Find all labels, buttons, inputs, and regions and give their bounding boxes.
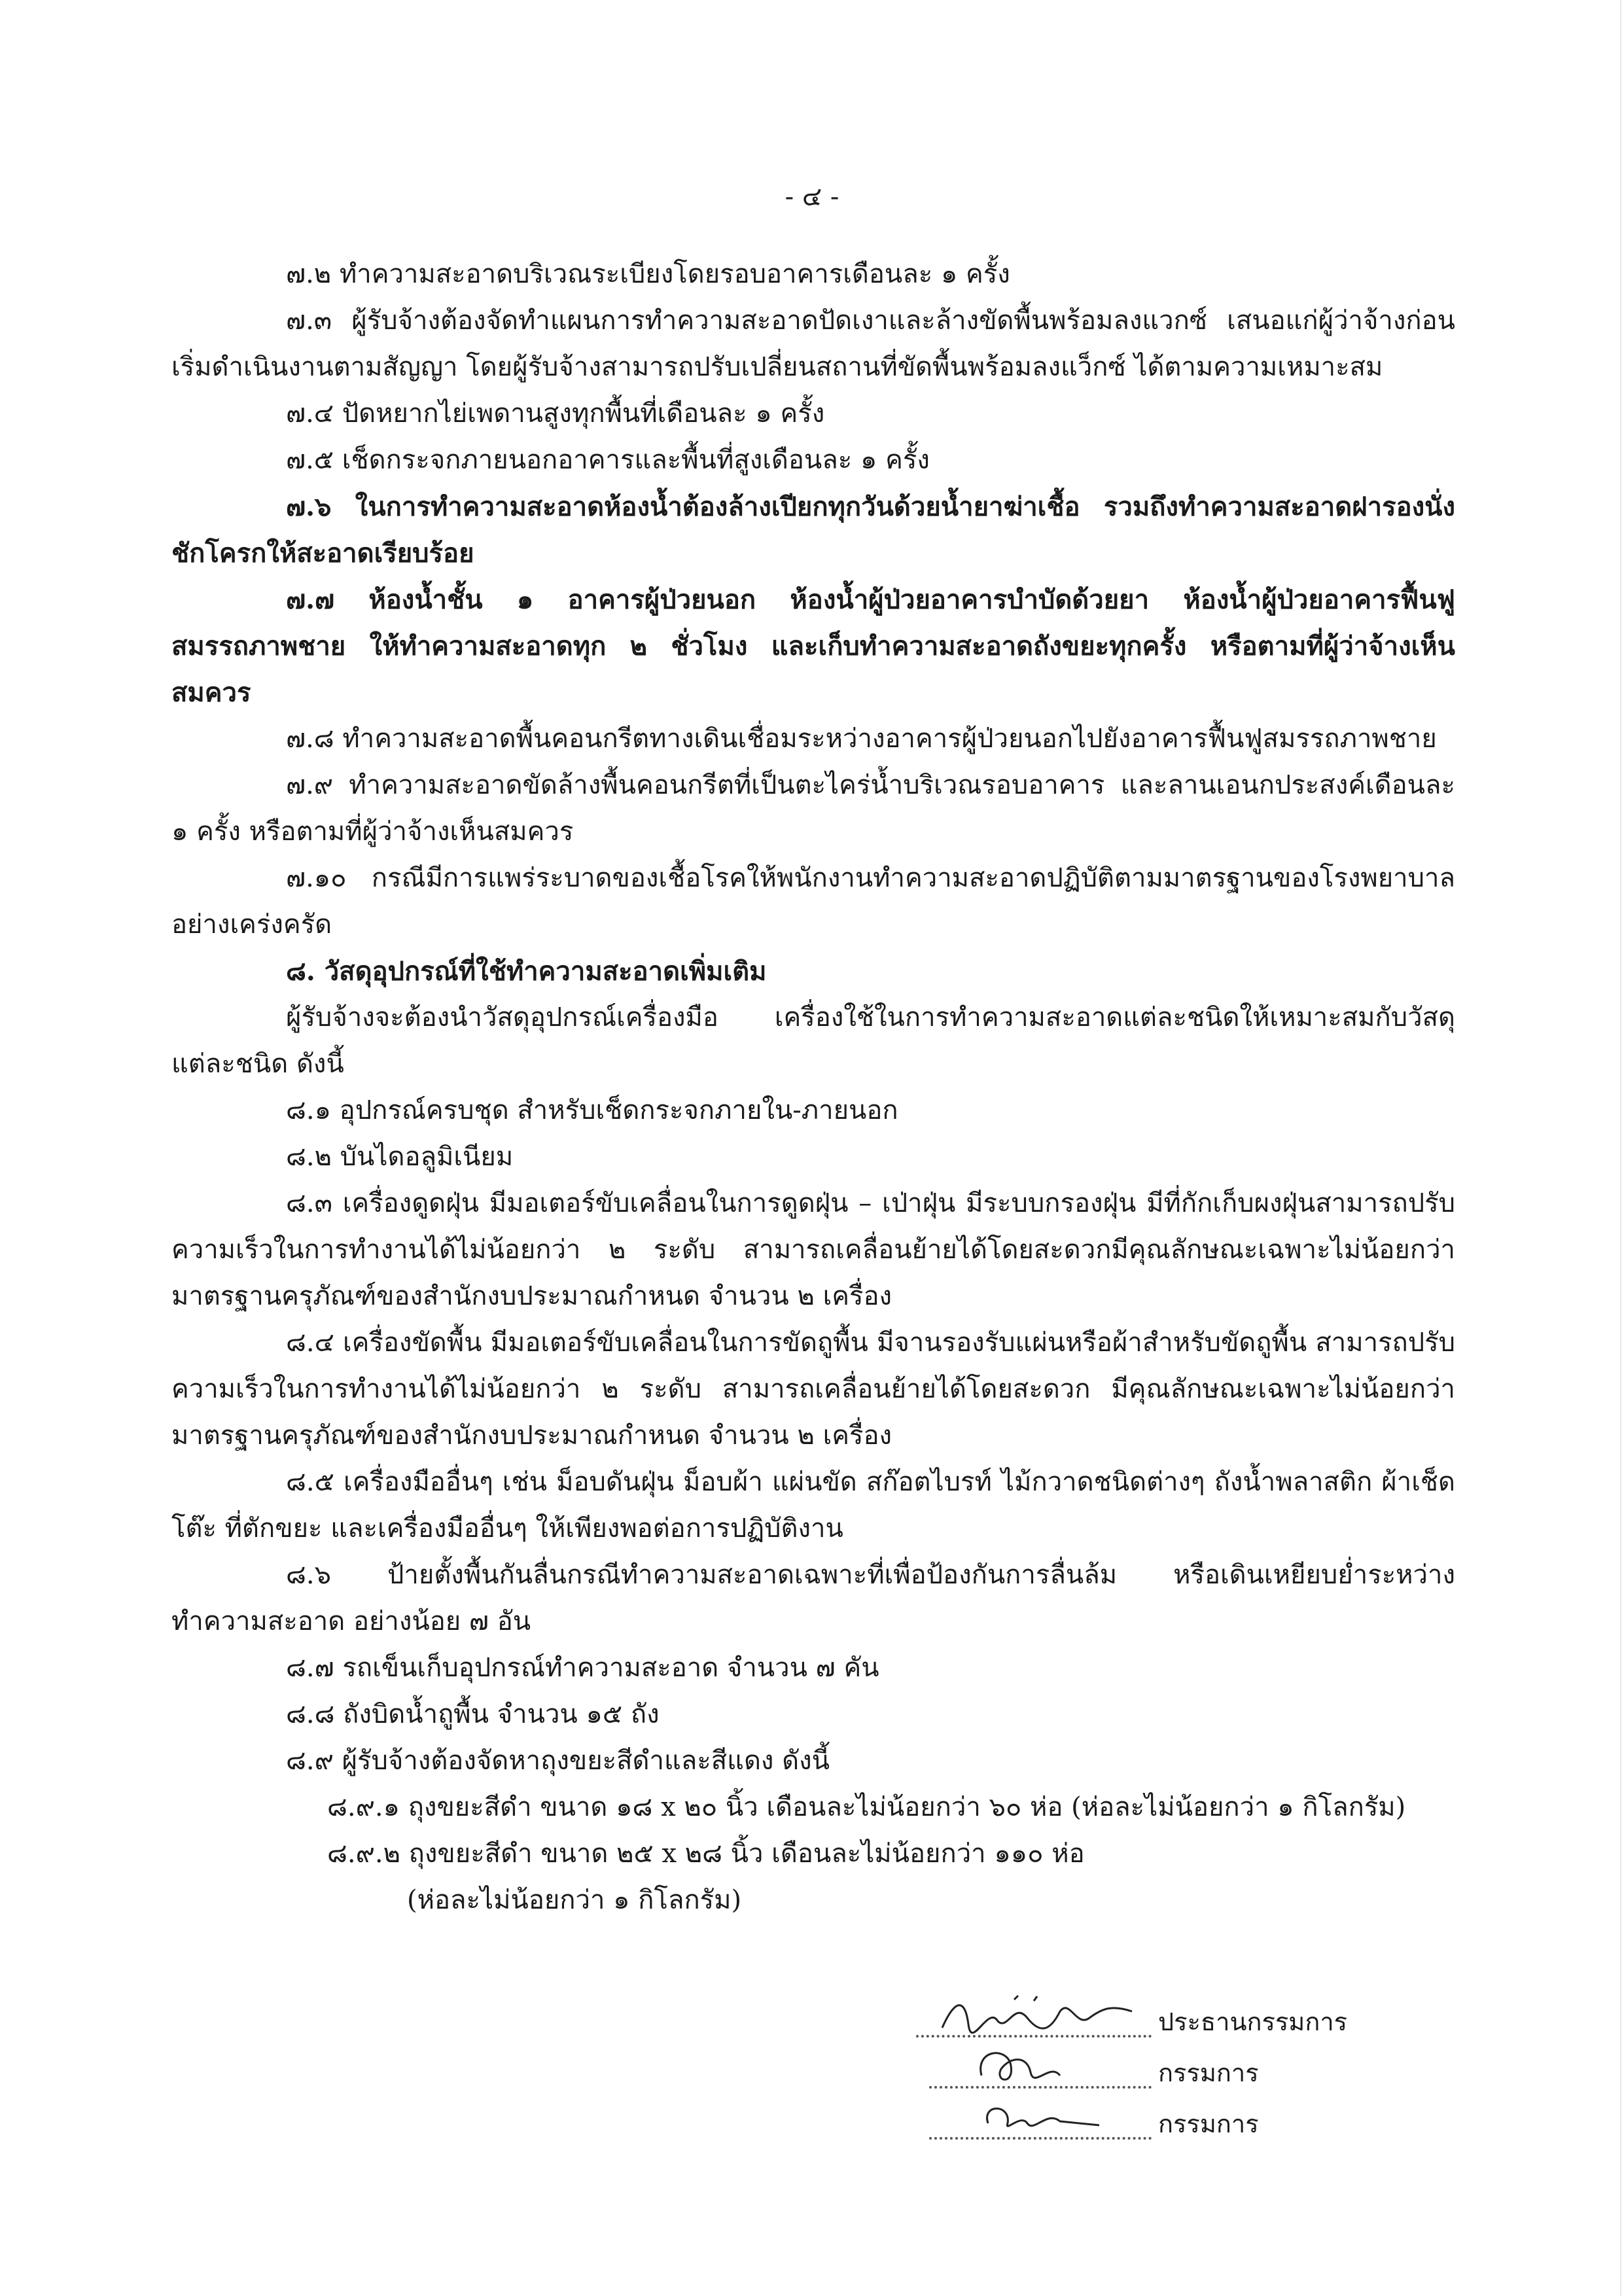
paragraph: ๘.๖ ป้ายตั้งพื้นกันลื่นกรณีทำความสะอาดเฉพาะที่เพื่อป้องกันการลื่นล้ม หรือเดินเหยียบย่ำระหว่างทำความสะอาด อย่างน้อย ๗ อัน (171, 1560, 1455, 1636)
signature-scribble-icon (936, 2094, 1152, 2140)
paragraph: ๘.๗ รถเข็นเก็บอุปกรณ์ทำความสะอาด จำนวน ๗ คัน (286, 1653, 879, 1683)
signature-scribble-icon (936, 2043, 1152, 2089)
paragraph: ๗.๑๐ กรณีมีการแพร่ระบาดของเชื้อโรคให้พนักงานทำความสะอาดปฏิบัติตามมาตรฐานของโรงพยาบาลอย่างเคร่งครัด (171, 863, 1455, 940)
signature-role: ประธานกรรมการ (1158, 2007, 1348, 2036)
signature-line (929, 2137, 1152, 2140)
signature-chairman (916, 1996, 1439, 2047)
page-number: - ๔ - (785, 182, 839, 212)
scan-edge-line (1620, 0, 1621, 2296)
paragraph: ๘.๔ เครื่องขัดพื้น มีมอเตอร์ขับเคลื่อนในการขัดถูพื้น มีจานรองรับแผ่นหรือผ้าสำหรับขัดถูพื้น สามารถปรับความเร็วในการทำงานได้ไม่น้อยกว่า ๒ ระดับ สามารถเคลื่อนย้ายได้โดยสะดวก มีคุณลักษณะเฉพาะไม่น้อยกว่ามาตรฐานครุภัณฑ์ของสำนักงบประมาณกำหนด จำนวน ๒ เครื่อง (171, 1328, 1455, 1451)
paragraph: ๗.๗ ห้องน้ำชั้น ๑ อาคารผู้ป่วยนอก ห้องน้ำผู้ป่วยอาคารบำบัดด้วยยา ห้องน้ำผู้ป่วยอาคารฟื้นฟูสมรรถภาพชาย ให้ทำความสะอาดทุก ๒ ชั่วโมง และเก็บทำความสะอาดถังขยะทุกครั้ง หรือตามที่ผู้ว่าจ้างเห็นสมควร (171, 584, 1455, 708)
paragraph: ๘. วัสดุอุปกรณ์ที่ใช้ทำความสะอาดเพิ่มเติม (286, 956, 767, 987)
paragraph: ๗.๔ ปัดหยากไย่เพดานสูงทุกพื้นที่เดือนละ ๑ ครั้ง (286, 398, 825, 429)
signature-scribble-icon (936, 1992, 1152, 2038)
paragraph: ผู้รับจ้างจะต้องนำวัสดุอุปกรณ์เครื่องมือ เครื่องใช้ในการทำความสะอาดแต่ละชนิดให้เหมาะสมกับวัสดุแต่ละชนิด ดังนี้ (171, 1002, 1455, 1079)
paragraph: ๗.๖ ในการทำความสะอาดห้องน้ำต้องล้างเปียกทุกวันด้วยน้ำยาฆ่าเชื้อ รวมถึงทำความสะอาดฝารองนั่ง ชักโครกให้สะอาดเรียบร้อย (171, 491, 1455, 569)
signature-line (929, 2086, 1152, 2089)
paragraph: ๘.๑ อุปกรณ์ครบชุด สำหรับเช็ดกระจกภายใน-ภายนอก (286, 1095, 898, 1125)
paragraph: ๘.๓ เครื่องดูดฝุ่น มีมอเตอร์ขับเคลื่อนในการดูดฝุ่น – เป่าฝุ่น มีระบบกรองฝุ่น มีที่กักเก็บผงฝุ่นสามารถปรับความเร็วในการทำงานได้ไม่น้อยกว่า ๒ ระดับ สามารถเคลื่อนย้ายได้โดยสะดวกมีคุณลักษณะเฉพาะไม่น้อยกว่ามาตรฐานครุภัณฑ์ของสำนักงบประมาณกำหนด จำนวน ๒ เครื่อง (171, 1188, 1455, 1311)
paragraph: ๘.๘ ถังบิดน้ำถูพื้น จำนวน ๑๕ ถัง (286, 1699, 660, 1729)
paragraph: ๗.๒ ทำความสะอาดบริเวณระเบียงโดยรอบอาคารเดือนละ ๑ ครั้ง (286, 259, 1010, 289)
signature-role: กรรมการ (1158, 2058, 1259, 2087)
paragraph: ๘.๙ ผู้รับจ้างต้องจัดหาถุงขยะสีดำและสีแดง ดังนี้ (286, 1746, 830, 1776)
paragraph: ๗.๕ เช็ดกระจกภายนอกอาคารและพื้นที่สูงเดือนละ ๑ ครั้ง (286, 445, 930, 475)
paragraph: ๗.๓ ผู้รับจ้างต้องจัดทำแผนการทำความสะอาดปัดเงาและล้างขัดพื้นพร้อมลงแวกซ์ เสนอแก่ผู้ว่าจ้างก่อนเริ่มดำเนินงานตามสัญญา โดยผู้รับจ้างสามารถปรับเปลี่ยนสถานที่ขัดพื้นพร้อมลงแว็กซ์ ได้ตามความเหมาะสม (171, 306, 1455, 382)
paragraph: ๘.๒ บันไดอลูมิเนียม (286, 1142, 514, 1172)
paragraph: ๗.๘ ทำความสะอาดพื้นคอนกรีตทางเดินเชื่อมระหว่างอาคารผู้ป่วยนอกไปยังอาคารฟื้นฟูสมรรถภาพชาย (286, 724, 1437, 754)
document-body (171, 251, 1455, 1924)
signature-member-1 (916, 2047, 1439, 2098)
paragraph: ๘.๙.๒ ถุงขยะสีดำ ขนาด ๒๕ x ๒๘ นิ้ว เดือนละไม่น้อยกว่า ๑๑๐ ห่อ (327, 1839, 1085, 1869)
signature-line (916, 2035, 1152, 2038)
signature-role: กรรมการ (1158, 2110, 1259, 2138)
paragraph: (ห่อละไม่น้อยกว่า ๑ กิโลกรัม) (407, 1885, 742, 1915)
signature-member-2 (916, 2098, 1439, 2149)
signature-block (916, 1996, 1439, 2149)
paragraph: ๗.๙ ทำความสะอาดขัดล้างพื้นคอนกรีตที่เป็นตะไคร่น้ำบริเวณรอบอาคาร และลานเอนกประสงค์เดือนละ ๑ ครั้ง หรือตามที่ผู้ว่าจ้างเห็นสมควร (171, 770, 1455, 847)
paragraph: ๘.๙.๑ ถุงขยะสีดำ ขนาด ๑๘ x ๒๐ นิ้ว เดือนละไม่น้อยกว่า ๖๐ ห่อ (ห่อละไม่น้อยกว่า ๑ กิโลกรัม) (327, 1792, 1406, 1822)
paragraph: ๘.๕ เครื่องมืออื่นๆ เช่น ม็อบดันฝุ่น ม็อบผ้า แผ่นขัด สก๊อตไบรท์ ไม้กวาดชนิดต่างๆ ถังน้ำพลาสติก ผ้าเช็ดโต๊ะ ที่ตักขยะ และเครื่องมืออื่นๆ ให้เพียงพอต่อการปฏิบัติงาน (171, 1467, 1455, 1544)
